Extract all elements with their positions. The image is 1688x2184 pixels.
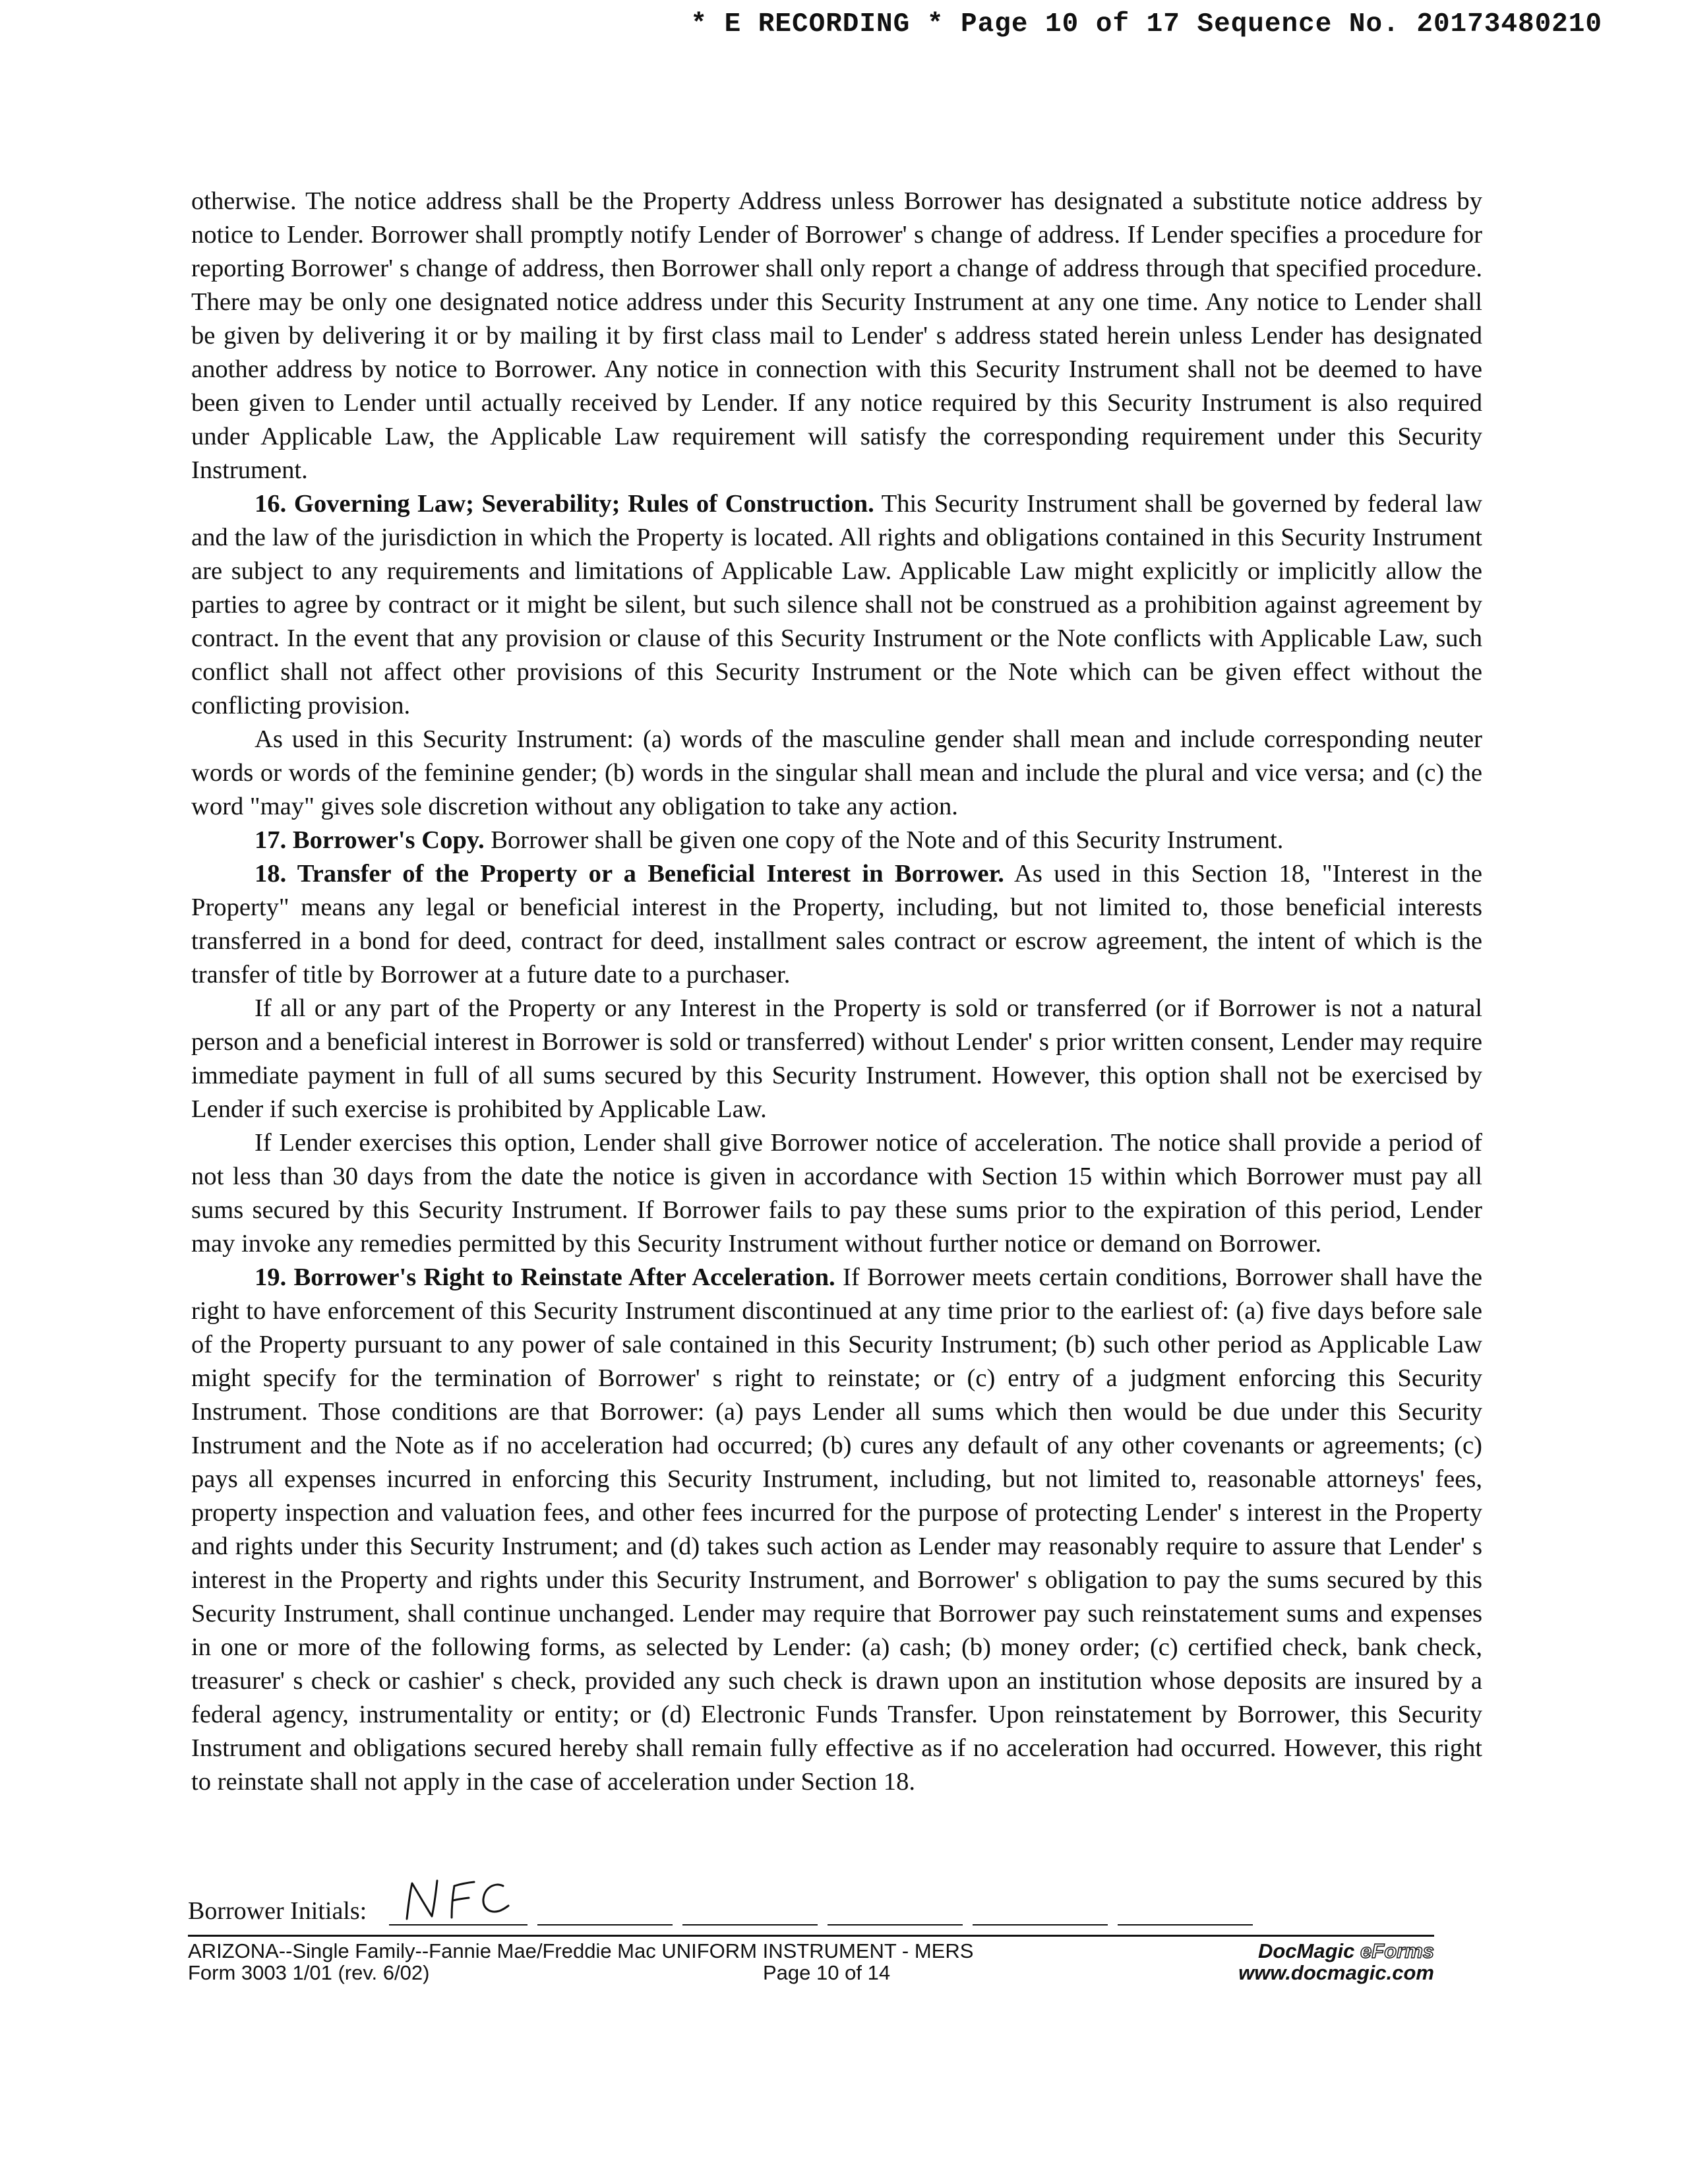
form-title: ARIZONA--Single Family--Fannie Mae/Freddie Mac UNIFORM INSTRUMENT - MERS xyxy=(188,1939,974,1962)
section-18-transfer-paragraph: If all or any part of the Property or any Interest in the Property is sold or transferred (or if Borrower is not a natural person and a beneficial interest in Borrower is sold or transferred) without Lender' s prior written consent, Lender may require immediate payment in full of all sums secured by this Security Instrument. However, this option shall not be exercised by Lender if such exercise is prohibited by Applicable Law. xyxy=(191,994,1482,1123)
recording-header: * E RECORDING * Page 10 of 17 Sequence No. 20173480210 xyxy=(690,9,1602,40)
docmagic-branding xyxy=(1238,1940,1434,1984)
initials-line-6[interactable] xyxy=(1118,1924,1253,1926)
form-footer xyxy=(188,1940,1434,1993)
initials-line-4[interactable] xyxy=(828,1924,963,1926)
section-18-heading: 18. Transfer of the Property or a Beneficial Interest in Borrower. xyxy=(255,860,1004,888)
section-18-paragraph xyxy=(191,857,1482,992)
footer-divider xyxy=(188,1935,1434,1937)
docmagic-logo xyxy=(1238,1940,1434,1962)
brand-url: www.docmagic.com xyxy=(1238,1961,1434,1984)
section-17-paragraph xyxy=(191,824,1482,857)
initials-line-2[interactable] xyxy=(537,1924,673,1926)
initials-line-5[interactable] xyxy=(973,1924,1108,1926)
section-16-heading: 16. Governing Law; Severability; Rules of Construction. xyxy=(255,490,874,518)
section-17-text: Borrower shall be given one copy of the Note and of this Security Instrument. xyxy=(484,826,1284,854)
form-page-number: Page 10 of 14 xyxy=(763,1961,891,1984)
section-16-text: This Security Instrument shall be governed by federal law and the law of the jurisdiction in which the Property is located. All rights and obligations contained in this Security Instrument are subject to any requirements and limitations of Applicable Law. Applicable Law might explicitly or implicitly allow the parties to agree by contract or it might be silent, but such silence shall not be construed as a prohibition against agreement by contract. In the event that any provision or clause of this Security Instrument or the Note conflicts with Applicable Law, such conflict shall not affect other provisions of this Security Instrument or the Note which can be given effect without the conflicting provision. xyxy=(191,490,1482,719)
section-16-paragraph xyxy=(191,487,1482,723)
initials-line-1[interactable] xyxy=(389,1924,528,1926)
document-body xyxy=(191,185,1482,1799)
section-19-heading: 19. Borrower's Right to Reinstate After Acceleration. xyxy=(255,1263,835,1291)
initials-line-3[interactable] xyxy=(682,1924,818,1926)
paragraph-notice-continuation: otherwise. The notice address shall be the Property Address unless Borrower has designated a substitute notice address by notice to Lender. Borrower shall promptly notify Lender of Borrower' s change of address. If Lender specifies a procedure for reporting Borrower' s change of address, then Borrower shall only report a change of address through that specified procedure. There may be only one designated notice address under this Security Instrument at any one time. Any notice to Lender shall be given by delivering it or by mailing it by first class mail to Lender' s address stated herein unless Lender has designated another address by notice to Borrower. Any notice in connection with this Security Instrument shall not be deemed to have been given to Lender until actually received by Lender. If any notice required by this Security Instrument is also required under Applicable Law, the Applicable Law requirement will satisfy the corresponding requirement under this Security Instrument. xyxy=(191,187,1482,484)
section-18-text: As used in this Section 18, "Interest in the Property" means any legal or beneficial interest in the Property, including, but not limited to, those beneficial interests transferred in a bond for deed, contract for deed, installment sales contract or escrow agreement, the intent of which is the transfer of title by Borrower at a future date to a purchaser. xyxy=(191,860,1482,988)
handwritten-initials-signature xyxy=(399,1871,524,1924)
borrower-initials-label: Borrower Initials: xyxy=(188,1897,367,1925)
section-19-text: If Borrower meets certain conditions, Borrower shall have the right to have enforcement of this Security Instrument discontinued at any time prior to the earliest of: (a) five days before sale of the Property pursuant to any power of sale contained in this Security Instrument; (b) such other period as Applicable Law might specify for the termination of Borrower' s right to reinstate; or (c) entry of a judgment enforcing this Security Instrument. Those conditions are that Borrower: (a) pays Lender all sums which then would be due under this Security Instrument and the Note as if no acceleration had occurred; (b) cures any default of any other covenants or agreements; (c) pays all expenses incurred in enforcing this Security Instrument, including, but not limited to, reasonable attorneys' fees, property inspection and valuation fees, and other fees incurred for the purpose of protecting Lender' s interest in the Property and rights under this Security Instrument; and (d) takes such action as Lender may reasonably require to assure that Lender' s interest in the Property and rights under this Security Instrument, and Borrower' s obligation to pay the sums secured by this Security Instrument, shall continue unchanged. Lender may require that Borrower pay such reinstatement sums and expenses in one or more of the following forms, as selected by Lender: (a) cash; (b) money order; (c) certified check, bank check, treasurer' s check or cashier' s check, provided any such check is drawn upon an institution whose deposits are insured by a federal agency, instrumentality or entity; or (d) Electronic Funds Transfer. Upon reinstatement by Borrower, this Security Instrument and obligations secured hereby shall remain fully effective as if no acceleration had occurred. However, this right to reinstate shall not apply in the case of acceleration under Section 18. xyxy=(191,1263,1482,1796)
section-16-rules-paragraph: As used in this Security Instrument: (a) words of the masculine gender shall mean and include corresponding neuter words or words of the feminine gender; (b) words in the singular shall mean and include the plural and vice versa; and (c) the word "may" gives sole discretion without any obligation to take any action. xyxy=(191,725,1482,820)
brand-name: DocMagic xyxy=(1257,1939,1355,1962)
section-17-heading: 17. Borrower's Copy. xyxy=(255,826,485,854)
section-19-paragraph xyxy=(191,1261,1482,1799)
section-18-acceleration-paragraph: If Lender exercises this option, Lender shall give Borrower notice of acceleration. The notice shall provide a period of not less than 30 days from the date the notice is given in accordance with Section 15 within which Borrower must pay all sums secured by this Security Instrument. If Borrower fails to pay these sums prior to the expiration of this period, Lender may invoke any remedies permitted by this Security Instrument without further notice or demand on Borrower. xyxy=(191,1129,1482,1258)
borrower-initials-block xyxy=(188,1871,1454,1931)
form-number: Form 3003 1/01 (rev. 6/02) xyxy=(188,1961,430,1984)
brand-eforms: eForms xyxy=(1360,1939,1434,1962)
